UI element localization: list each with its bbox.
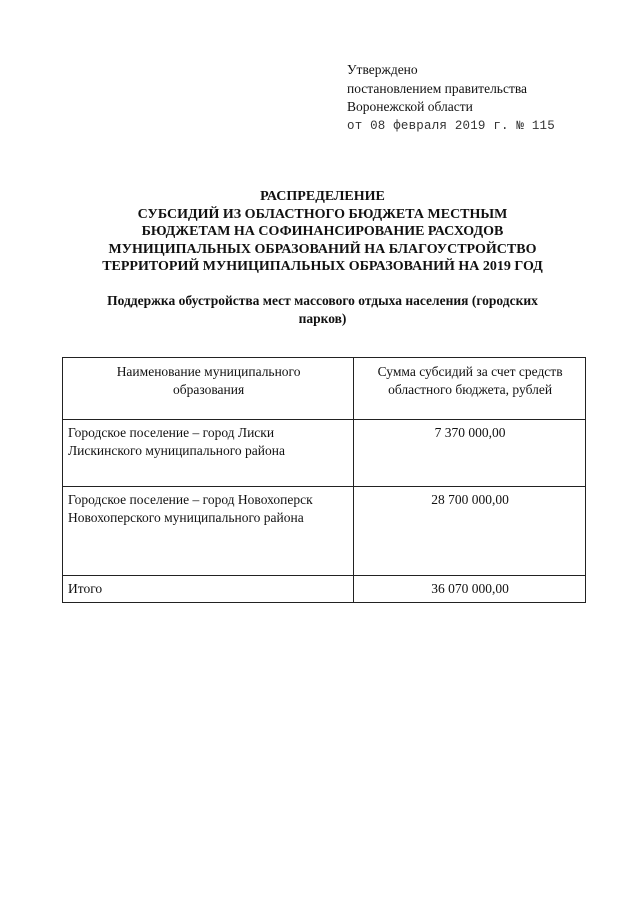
header-text: областного бюджета, рублей bbox=[388, 382, 553, 397]
table-header-row bbox=[63, 358, 586, 420]
table-row bbox=[63, 420, 586, 487]
title-line: БЮДЖЕТАМ НА СОФИНАНСИРОВАНИЕ РАСХОДОВ bbox=[141, 224, 504, 239]
approval-line-decree: постановлением правительства bbox=[347, 80, 528, 96]
municipality-name: Городское поселение – город Новохоперск bbox=[68, 492, 313, 507]
municipality-cell bbox=[63, 487, 354, 576]
approval-line-approved: Утверждено bbox=[347, 62, 418, 77]
title-line: ТЕРРИТОРИЙ МУНИЦИПАЛЬНЫХ ОБРАЗОВАНИЙ НА 2019 ГОД bbox=[102, 259, 543, 274]
title-line: МУНИЦИПАЛЬНЫХ ОБРАЗОВАНИЙ НА БЛАГОУСТРОЙСТВО bbox=[108, 241, 537, 257]
header-text: образования bbox=[173, 382, 245, 397]
total-row bbox=[63, 576, 586, 603]
subtitle-line: Поддержка обустройства мест массового отдыха населения (городских bbox=[107, 293, 538, 308]
total-label: Итого bbox=[63, 576, 354, 603]
amount-cell: 28 700 000,00 bbox=[354, 487, 586, 576]
municipality-district: Новохоперского муниципального района bbox=[68, 510, 304, 525]
title-line: РАСПРЕДЕЛЕНИЕ bbox=[260, 189, 385, 204]
document-title bbox=[60, 188, 585, 276]
municipality-name: Городское поселение – город Лиски bbox=[68, 425, 275, 440]
table-row bbox=[63, 487, 586, 576]
header-municipality bbox=[63, 358, 354, 420]
header-subsidy-sum bbox=[354, 358, 586, 420]
amount-cell: 7 370 000,00 bbox=[354, 420, 586, 487]
approval-line-region: Воронежской области bbox=[347, 99, 473, 114]
approval-date-number: от 08 февраля 2019 г. № 115 bbox=[347, 118, 555, 133]
municipality-district: Лискинского муниципального района bbox=[68, 443, 285, 458]
total-amount: 36 070 000,00 bbox=[354, 576, 586, 603]
subtitle-line: парков) bbox=[298, 311, 347, 326]
title-line: СУБСИДИЙ ИЗ ОБЛАСТНОГО БЮДЖЕТА МЕСТНЫМ bbox=[137, 206, 508, 222]
municipality-cell bbox=[63, 420, 354, 487]
header-text: Сумма субсидий за счет средств bbox=[377, 364, 563, 379]
distribution-table bbox=[62, 357, 586, 603]
header-text: Наименование муниципального bbox=[116, 364, 301, 379]
approval-block bbox=[347, 61, 555, 135]
section-subtitle bbox=[60, 292, 585, 328]
